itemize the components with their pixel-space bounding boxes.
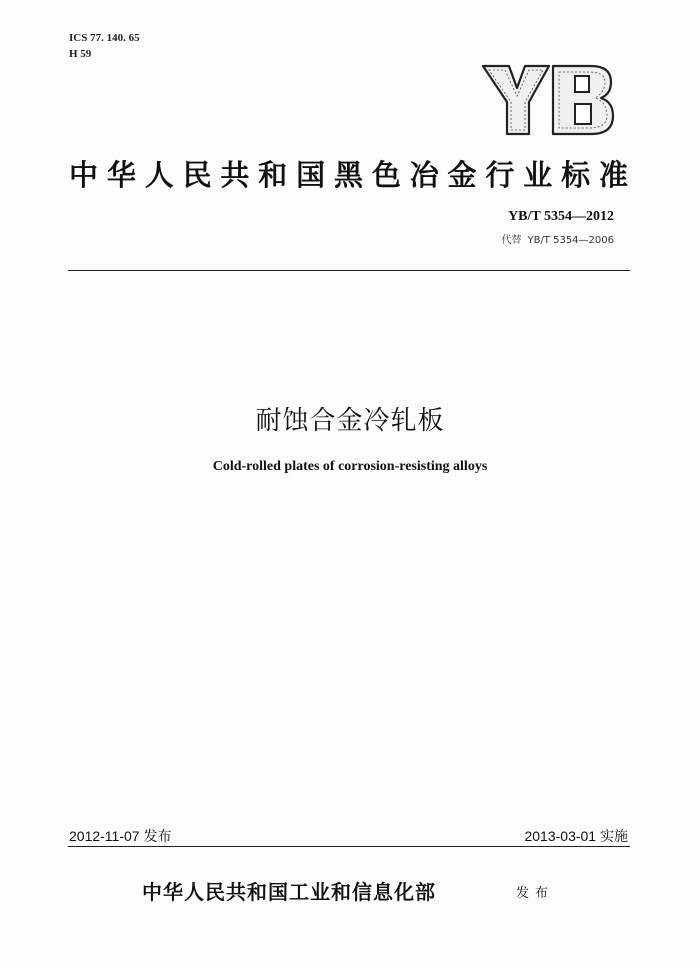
bottom-divider <box>68 846 630 847</box>
document-title-chinese: 耐蚀合金冷轧板 <box>255 406 445 436</box>
ics-code: ICS 77. 140. 65 <box>69 32 140 44</box>
replaces-line <box>501 231 614 246</box>
issue-date: 2012-11-07 发布 <box>69 828 172 844</box>
yb-logo <box>479 62 615 138</box>
replaces-number: YB/T 5354—2006 <box>527 235 614 246</box>
implementation-date: 2013-03-01 实施 <box>524 828 628 844</box>
standard-number: YB/T 5354—2012 <box>508 209 614 224</box>
ccs-code: H 59 <box>69 48 92 60</box>
replaces-label: 代替 <box>501 235 522 246</box>
classification-codes <box>69 30 140 62</box>
issue-action: 发布 <box>516 886 555 901</box>
standard-organization-title: 中华人民共和国黑色冶金行业标准 <box>69 158 629 192</box>
issuing-authority: 中华人民共和国工业和信息化部 <box>142 880 436 904</box>
top-divider <box>68 270 630 271</box>
document-title-english: Cold-rolled plates of corrosion-resisting alloys <box>212 459 488 474</box>
